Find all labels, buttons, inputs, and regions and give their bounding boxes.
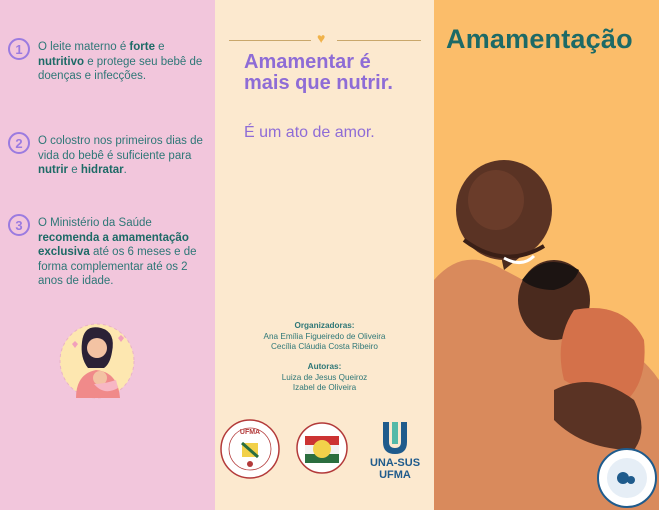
number-badge-2: 2 — [8, 132, 30, 154]
subheadline: É um ato de amor. — [244, 124, 375, 141]
info-item-1 — [8, 40, 203, 84]
biblioteca-badge — [597, 448, 657, 508]
ufma-seal-text: UFMA — [239, 429, 261, 436]
ufma-seal-logo — [220, 419, 280, 479]
info-text-2: O colostro nos primeiros dias de vida do bebê é suficiente para nutrir e hidratar. — [38, 135, 203, 176]
mother-baby-illustration-icon — [58, 318, 136, 404]
biblioteca-badge-icon — [599, 450, 655, 506]
organizers-block — [215, 321, 434, 353]
divider-left — [229, 40, 311, 41]
organizers-label: Organizadoras: — [294, 321, 355, 330]
authors-block — [215, 362, 434, 394]
info-item-2 — [8, 134, 203, 178]
number-badge-3: 3 — [8, 214, 30, 236]
middle-panel — [215, 0, 434, 510]
info-text-3: O Ministério da Saúde recomenda a amamentação exclusiva até os 6 meses e de forma complementar até os 2 anos de idade. — [38, 217, 197, 287]
divider-right — [337, 40, 421, 41]
number-badge-1: 1 — [8, 38, 30, 60]
organizer-name: Cecília Cláudia Costa Ribeiro — [271, 342, 378, 351]
left-panel — [0, 0, 215, 510]
info-text-1: O leite materno é forte e nutritivo e protege seu bebê de doenças e infecções. — [38, 41, 203, 82]
authors-label: Autoras: — [307, 362, 342, 371]
author-name: Luiza de Jesus Queiroz — [281, 372, 368, 382]
heart-icon: ♥ — [317, 30, 326, 46]
una-sus-ufma-text: UFMA — [379, 469, 411, 481]
una-sus-logo — [365, 420, 425, 482]
headline: Amamentar é mais que nutrir. — [244, 51, 393, 94]
institution-seal-logo — [295, 418, 349, 476]
right-panel — [434, 0, 659, 510]
info-item-3 — [8, 216, 203, 289]
author-name: Izabel de Oliveira — [292, 383, 357, 392]
una-sus-text: UNA-SUS — [369, 457, 421, 469]
page-title: Amamentação — [446, 24, 633, 54]
organizer-name: Ana Emília Figueiredo de Oliveira — [263, 331, 386, 341]
